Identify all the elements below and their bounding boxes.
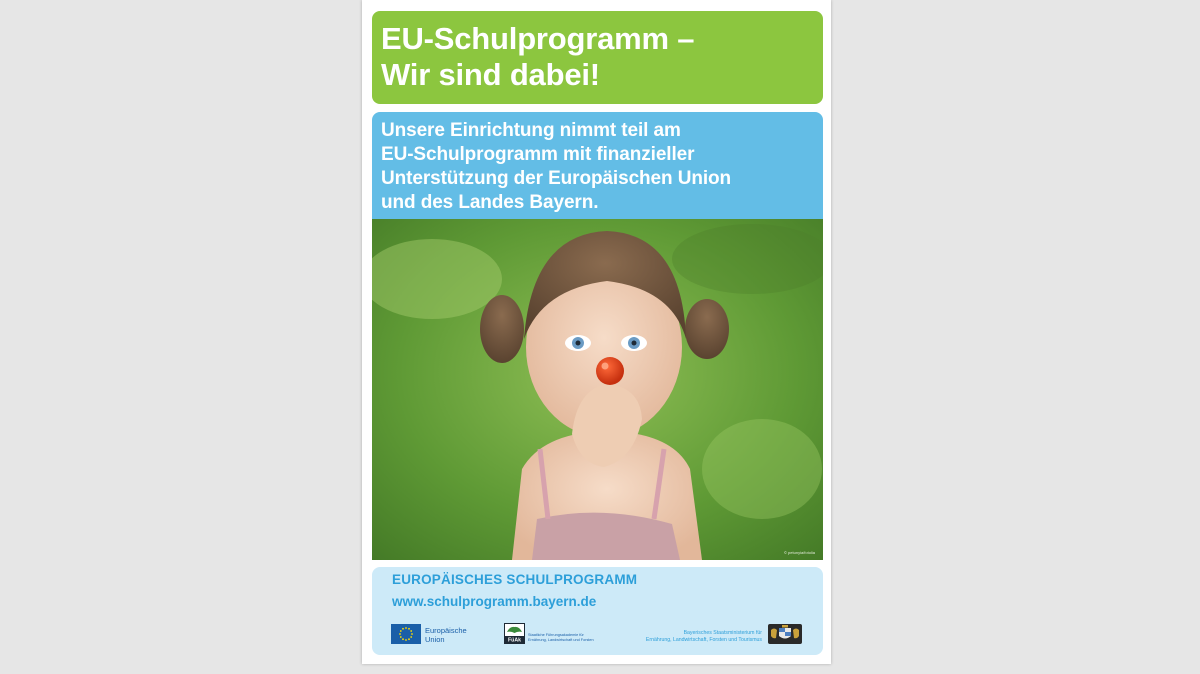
bavarian-crest-icon [768, 624, 802, 644]
subtitle-line-1: Unsere Einrichtung nimmt teil am [381, 120, 681, 141]
svg-text:FüAk: FüAk [508, 637, 521, 644]
fuak-label: Staatliche Führungsakademie für Ernährung, Landwirtschaft und Forsten [528, 633, 594, 642]
program-name: EUROPÄISCHES SCHULPROGRAMM [392, 572, 638, 587]
footer-box [372, 567, 823, 655]
eu-flag-icon [391, 624, 421, 644]
poster [362, 0, 831, 664]
title-box [372, 11, 823, 104]
subtitle-line-4: und des Landes Bayern. [381, 192, 599, 213]
program-url-link[interactable]: www.schulprogramm.bayern.de [392, 594, 597, 609]
poster-title-line-1: EU-Schulprogramm – [381, 21, 695, 56]
child-tomato-photo [372, 219, 823, 560]
subtitle-line-3: Unterstützung der Europäischen Union [381, 168, 732, 189]
fuak-logo-icon [504, 623, 525, 644]
ministry-label: Bayerisches Staatsministerium für Ernährung, Landwirtschaft, Forsten und Tourismus [645, 630, 762, 643]
poster-title-line-2: Wir sind dabei! [381, 57, 600, 92]
photo-credit: © petunyia/fotolia [784, 550, 815, 555]
subtitle-box [372, 112, 823, 219]
subtitle-line-2: EU-Schulprogramm mit finanzieller [381, 144, 695, 165]
eu-label: Europäische Union [425, 626, 467, 644]
photo-section [372, 112, 823, 560]
